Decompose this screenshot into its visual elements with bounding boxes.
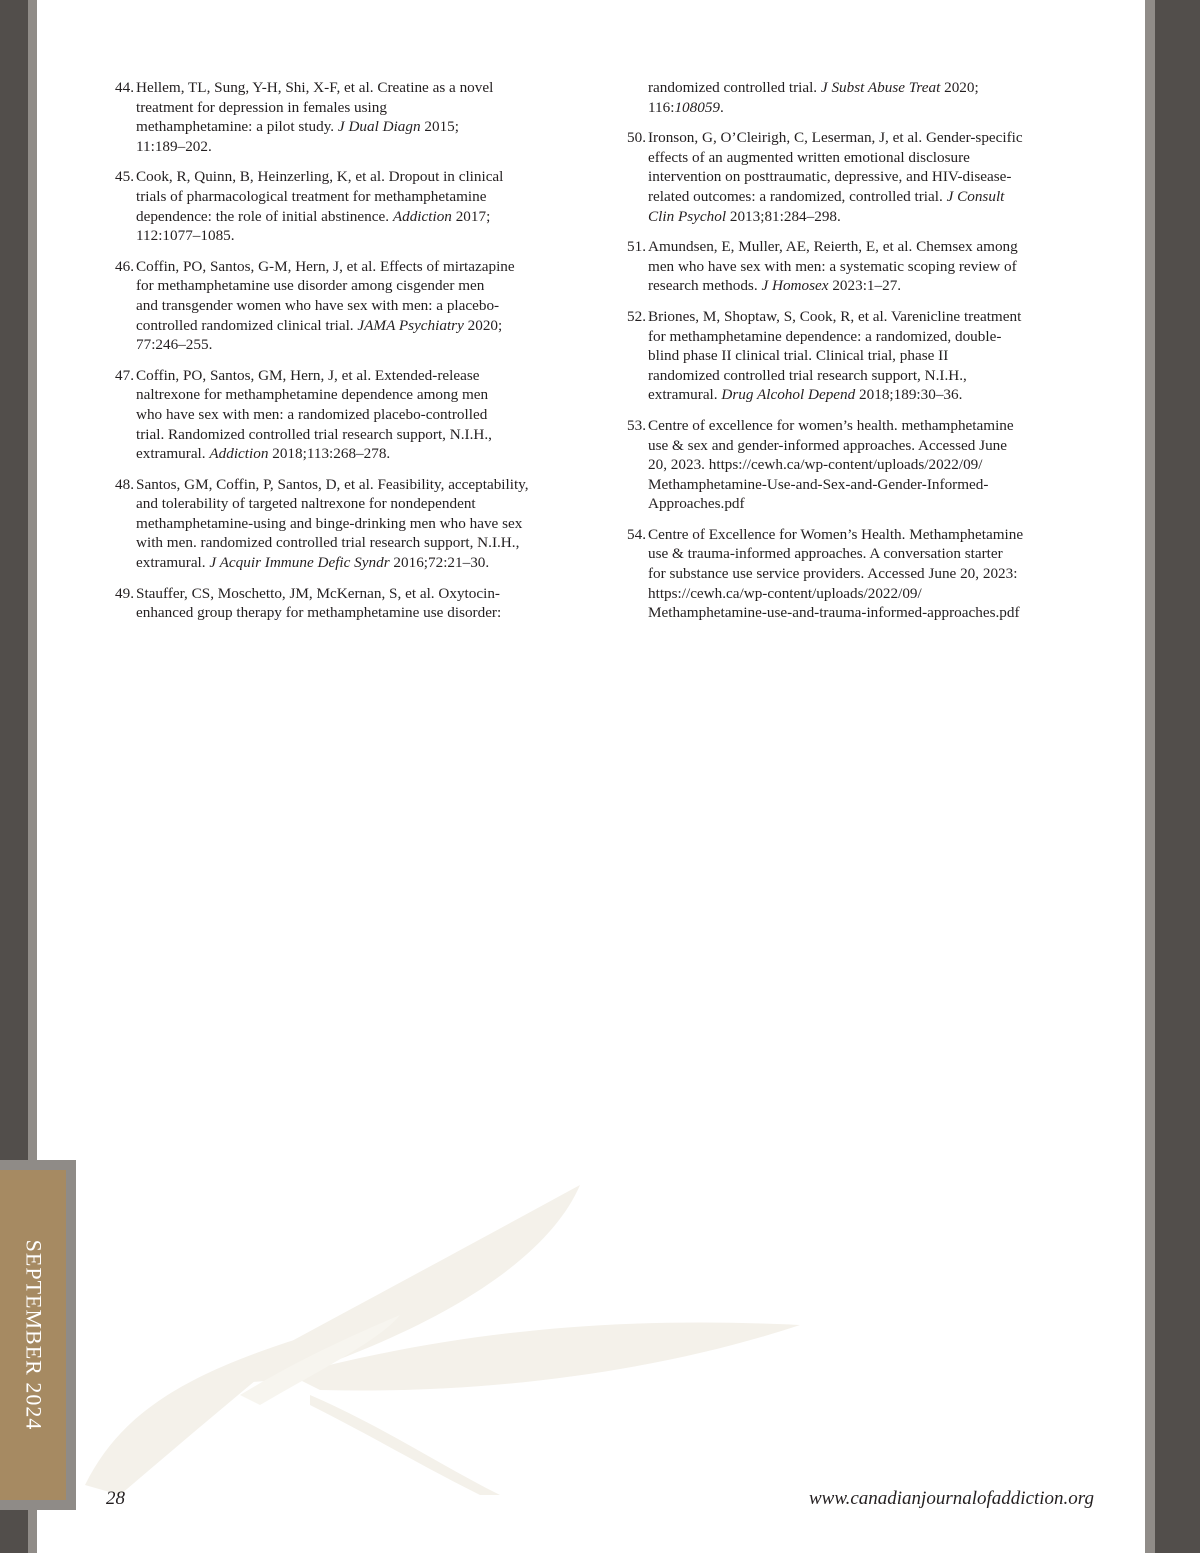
reference-line: Approaches.pdf bbox=[648, 495, 745, 513]
reference-line: extramural. J Acquir Immune Defic Syndr 2016;72:21–30. bbox=[136, 554, 490, 572]
page-number: 28 bbox=[106, 1488, 125, 1509]
reference-line: use & sex and gender-informed approaches. Accessed June bbox=[648, 436, 1008, 454]
reference-line: https://cewh.ca/wp-content/uploads/2022/09/ bbox=[648, 584, 922, 602]
reference-line: randomized controlled trial. J Subst Abuse Treat 2020; bbox=[648, 79, 979, 96]
reference-item bbox=[106, 366, 584, 464]
reference-line: effects of an augmented written emotional disclosure bbox=[648, 148, 970, 166]
references-left-column bbox=[106, 78, 584, 634]
reference-line: Stauffer, CS, Moschetto, JM, McKernan, S, et al. Oxytocin- bbox=[136, 584, 500, 602]
reference-line: Centre of excellence for women’s health. methamphetamine bbox=[648, 416, 1014, 434]
reference-number: 54. bbox=[627, 525, 646, 543]
reference-item bbox=[106, 167, 584, 245]
reference-line: for methamphetamine dependence: a randomized, double- bbox=[648, 327, 1002, 345]
issue-date-label: SEPTEMBER 2024 bbox=[21, 1239, 47, 1431]
reference-text bbox=[136, 366, 584, 464]
reference-number: 46. bbox=[115, 257, 134, 275]
reference-text bbox=[648, 416, 1098, 514]
reference-line: Coffin, PO, Santos, G-M, Hern, J, et al. Effects of mirtazapine bbox=[136, 257, 515, 275]
reference-line: Hellem, TL, Sung, Y-H, Shi, X-F, et al. Creatine as a novel bbox=[136, 79, 494, 96]
reference-line: and tolerability of targeted naltrexone for nondependent bbox=[136, 495, 476, 513]
reference-line: methamphetamine-using and binge-drinking men who have sex bbox=[136, 514, 523, 532]
right-margin-stripe bbox=[1145, 0, 1155, 1553]
reference-text bbox=[648, 237, 1098, 296]
reference-item bbox=[106, 78, 584, 156]
reference-line: men who have sex with men: a systematic scoping review of bbox=[648, 257, 1017, 275]
reference-line: Centre of Excellence for Women’s Health. Methamphetamine bbox=[648, 525, 1024, 543]
references-right-column bbox=[618, 78, 1098, 634]
reference-line: randomized controlled trial research support, N.I.H., bbox=[648, 366, 967, 384]
reference-line: 77:246–255. bbox=[136, 336, 213, 354]
reference-line: related outcomes: a randomized, controlled trial. J Consult bbox=[648, 187, 1005, 205]
reference-line: Coffin, PO, Santos, GM, Hern, J, et al. Extended-release bbox=[136, 366, 480, 384]
reference-line: Amundsen, E, Muller, AE, Reierth, E, et al. Chemsex among bbox=[648, 238, 1018, 256]
reference-line: extramural. Drug Alcohol Depend 2018;189:30–36. bbox=[648, 386, 963, 404]
reference-line: blind phase II clinical trial. Clinical trial, phase II bbox=[648, 347, 949, 365]
reference-item bbox=[106, 475, 584, 573]
reference-line: treatment for depression in females using bbox=[136, 98, 387, 116]
reference-number: 49. bbox=[115, 584, 134, 602]
reference-line: Briones, M, Shoptaw, S, Cook, R, et al. Varenicline treatment bbox=[648, 307, 1022, 325]
side-tab bbox=[0, 1170, 66, 1500]
reference-number: 47. bbox=[115, 366, 134, 384]
reference-line: for substance use service providers. Accessed June 20, 2023: bbox=[648, 565, 1018, 583]
reference-line: Cook, R, Quinn, B, Heinzerling, K, et al. Dropout in clinical bbox=[136, 168, 504, 186]
reference-text bbox=[136, 257, 584, 355]
reference-line: methamphetamine: a pilot study. J Dual Diagn 2015; bbox=[136, 118, 459, 136]
reference-line: for methamphetamine use disorder among cisgender men bbox=[136, 277, 485, 295]
reference-line: and transgender women who have sex with men: a placebo- bbox=[136, 296, 500, 314]
reference-number: 45. bbox=[115, 168, 134, 186]
reference-number: 44. bbox=[115, 79, 134, 96]
reference-item bbox=[106, 257, 584, 355]
reference-number: 52. bbox=[627, 307, 646, 325]
reference-continuation bbox=[618, 78, 1098, 117]
reference-item bbox=[618, 416, 1098, 514]
reference-line: trials of pharmacological treatment for methamphetamine bbox=[136, 187, 487, 205]
reference-number: 51. bbox=[627, 238, 646, 256]
reference-line: Methamphetamine-Use-and-Sex-and-Gender-Informed- bbox=[648, 475, 989, 493]
reference-text bbox=[136, 167, 584, 245]
reference-line: enhanced group therapy for methamphetamine use disorder: bbox=[136, 604, 502, 622]
reference-text bbox=[136, 475, 584, 573]
reference-line: Clin Psychol 2013;81:284–298. bbox=[648, 207, 841, 225]
reference-line: 112:1077–1085. bbox=[136, 227, 235, 245]
reference-line: intervention on posttraumatic, depressive, and HIV-disease- bbox=[648, 168, 1012, 186]
reference-line: dependence: the role of initial abstinence. Addiction 2017; bbox=[136, 207, 491, 225]
right-margin-bar bbox=[1155, 0, 1200, 1553]
reference-line: controlled randomized clinical trial. JAMA Psychiatry 2020; bbox=[136, 316, 503, 334]
reference-number: 48. bbox=[115, 475, 134, 493]
journal-url: www.canadianjournalofaddiction.org bbox=[808, 1488, 1094, 1509]
reference-line: 20, 2023. https://cewh.ca/wp-content/uploads/2022/09/ bbox=[648, 456, 983, 474]
reference-line: extramural. Addiction 2018;113:268–278. bbox=[136, 445, 391, 463]
reference-text bbox=[136, 78, 584, 156]
reference-item bbox=[618, 307, 1098, 405]
reference-text bbox=[648, 307, 1098, 405]
reference-text bbox=[648, 128, 1098, 226]
reference-line: Methamphetamine-use-and-trauma-informed-approaches.pdf bbox=[648, 604, 1020, 622]
leaf-watermark-icon bbox=[80, 1165, 800, 1495]
reference-line: 11:189–202. bbox=[136, 137, 212, 155]
reference-item bbox=[618, 128, 1098, 226]
reference-item bbox=[618, 525, 1098, 623]
reference-line: who have sex with men: a randomized placebo-controlled bbox=[136, 405, 488, 423]
reference-item bbox=[618, 237, 1098, 296]
reference-number: 50. bbox=[627, 129, 646, 147]
reference-text bbox=[136, 584, 584, 623]
reference-line: Ironson, G, O’Cleirigh, C, Leserman, J, et al. Gender-specific bbox=[648, 129, 1023, 147]
reference-line: 116:108059. bbox=[648, 98, 724, 116]
reference-line: with men. randomized controlled trial research support, N.I.H., bbox=[136, 534, 520, 552]
reference-number: 53. bbox=[627, 416, 646, 434]
reference-item bbox=[106, 584, 584, 623]
reference-line: Santos, GM, Coffin, P, Santos, D, et al. Feasibility, acceptability, bbox=[136, 475, 529, 493]
reference-line: research methods. J Homosex 2023:1–27. bbox=[648, 277, 902, 295]
reference-line: naltrexone for methamphetamine dependence among men bbox=[136, 386, 489, 404]
reference-text bbox=[648, 525, 1098, 623]
reference-line: use & trauma-informed approaches. A conversation starter bbox=[648, 545, 1003, 563]
reference-line: trial. Randomized controlled trial research support, N.I.H., bbox=[136, 425, 492, 443]
